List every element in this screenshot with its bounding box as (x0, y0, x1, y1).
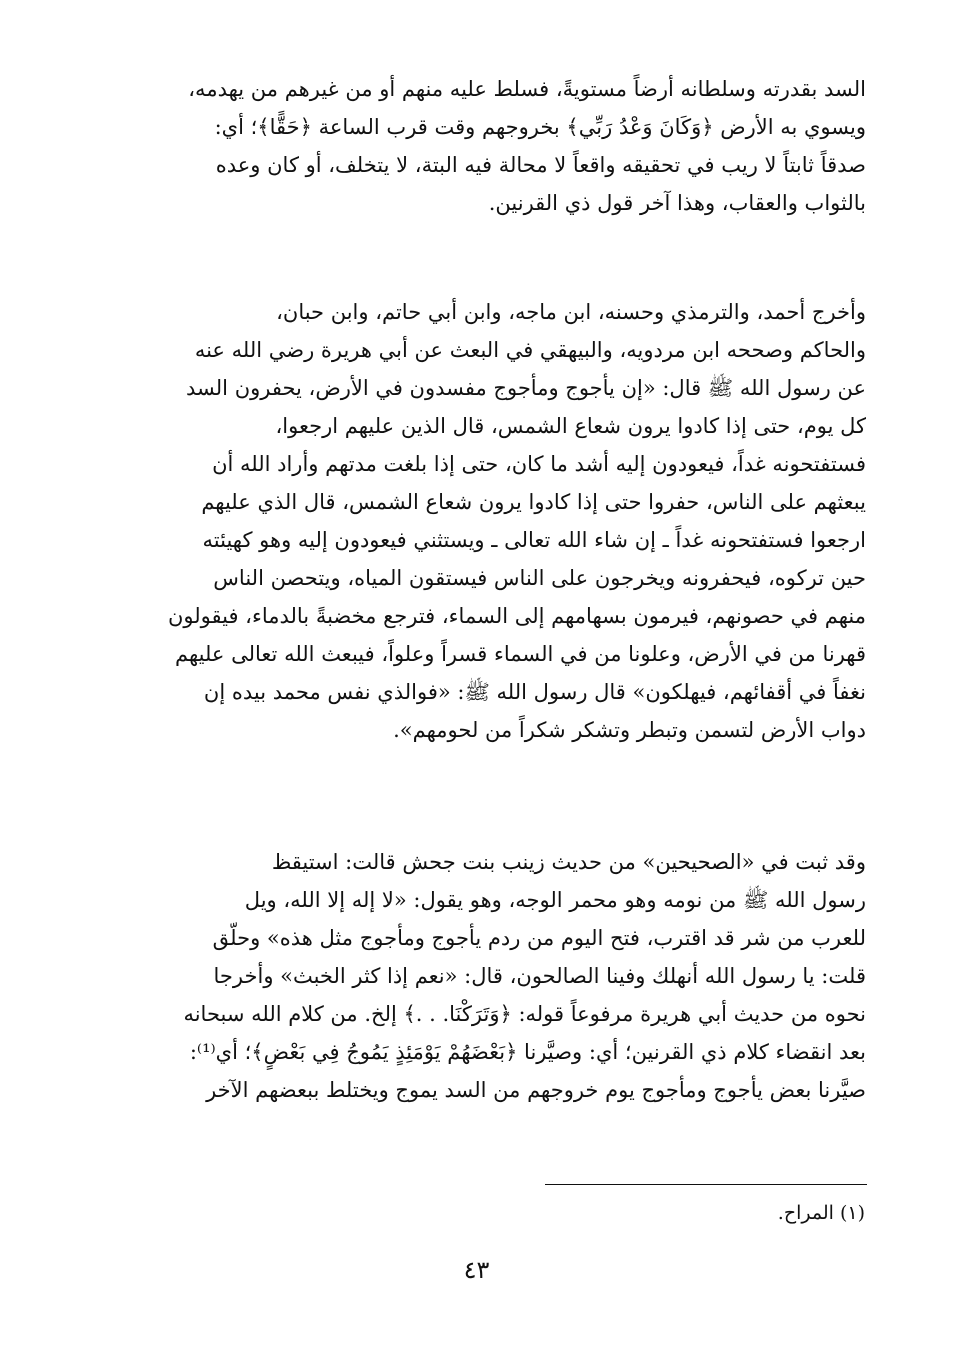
text-line: حين تركوه، فيحفرونه ويخرجون على الناس فيستقون المياه، ويتحصن الناس (213, 566, 866, 590)
text-line: ارجعوا فستفتحونه غداً ـ إن شاء الله تعالى ـ ويستثني فيعودون إليه وهو كهيئته (202, 528, 866, 552)
text-line: والحاكم وصححه ابن مردويه، والبيهقي في البعث عن أبي هريرة رضي الله عنه (194, 338, 866, 362)
text-line: قهرنا من في الأرض، وعلونا من في السماء قسراً وعلواً، فيبعث الله تعالى عليهم (174, 642, 866, 666)
text-line: عن رسول الله ﷺ قال: «إن يأجوج ومأجوج مفسدون في الأرض، يحفرون السد (186, 376, 866, 400)
text-line: صيَّرنا بعض يأجوج ومأجوج يوم خروجهم من السد يموج ويختلط ببعضهم الآخر (206, 1078, 866, 1102)
page-number: ٤٣ (463, 1256, 490, 1284)
text-line: بعد انقضاء كلام ذي القرنين؛ أي: وصيَّرنا ﴿بَعْضَهُمْ يَوْمَئِذٍ يَمُوجُ فِي بَعْضٍ﴾؛ أي⁽¹⁾: (189, 1040, 866, 1064)
paragraph-2 (96, 293, 866, 749)
text-line: قلت: يا رسول الله أنهلك وفينا الصالحون، قال: «نعم إذا كثر الخبث» وأخرجا (213, 964, 866, 988)
text-line: دواب الأرض لتسمن وتبطر وتشكر شكراً من لحومهم». (393, 718, 866, 742)
text-line: ويسوي به الأرض ﴿وَكَانَ وَعْدُ رَبِّي﴾ بخروجهم وقت قرب الساعة ﴿حَقًّا﴾؛ أي: (214, 115, 866, 139)
text-line: وقد ثبت في «الصحيحين» من حديث زينب بنت جحش قالت: استيقظ (271, 850, 866, 874)
text-line: نحوه من حديث أبي هريرة مرفوعاً قوله: ﴿وَتَرَكْنَا. . .﴾ إلخ. من كلام الله سبحانه (183, 1002, 866, 1026)
paragraph-3 (96, 843, 866, 1109)
text-line: يبعثهم على الناس، حفروا حتى إذا كادوا يرون شعاع الشمس، قال الذي عليهم (201, 490, 866, 514)
paragraph-1 (96, 70, 866, 222)
text-line: صدقاً ثابتاً لا ريب في تحقيقه واقعاً لا محالة فيه البتة، لا يتخلف، أو كان وعده (215, 153, 866, 177)
text-line: كل يوم، حتى إذا كادوا يرون شعاع الشمس، قال الذين عليهم ارجعوا، (275, 414, 866, 438)
footnote: (١) المراح. (777, 1202, 865, 1224)
text-line: نغفاً في أقفائهم، فيهلكون» قال رسول الله ﷺ: «فوالذي نفس محمد بيده إن (203, 680, 866, 704)
text-line: فستفتحونه غداً، فيعودون إليه أشد ما كان، حتى إذا بلغت مدتهم وأراد الله أن (212, 452, 866, 476)
footnote-divider (545, 1184, 867, 1185)
text-line: للعرب من شر قد اقترب، فتح اليوم من ردم يأجوج ومأجوج مثل هذه» وحلّق (212, 926, 866, 950)
text-line: رسول الله ﷺ من نومه وهو محمر الوجه، وهو يقول: «لا إله إلا الله، ويل (244, 888, 866, 912)
text-line: وأخرج أحمد، والترمذي وحسنه، ابن ماجه، وابن أبي حاتم، وابن حبان، (276, 300, 866, 324)
text-line: منهم في حصونهم، فيرمون بسهامهم إلى السماء، فترجع مخضبةً بالدماء، فيقولون (167, 604, 866, 628)
text-line: بالثواب والعقاب، وهذا آخر قول ذي القرنين. (488, 191, 866, 215)
text-line: السد بقدرته وسلطانه أرضاً مستويةً، فسلط عليه منهم أو من غيرهم من يهدمه، (188, 77, 866, 101)
